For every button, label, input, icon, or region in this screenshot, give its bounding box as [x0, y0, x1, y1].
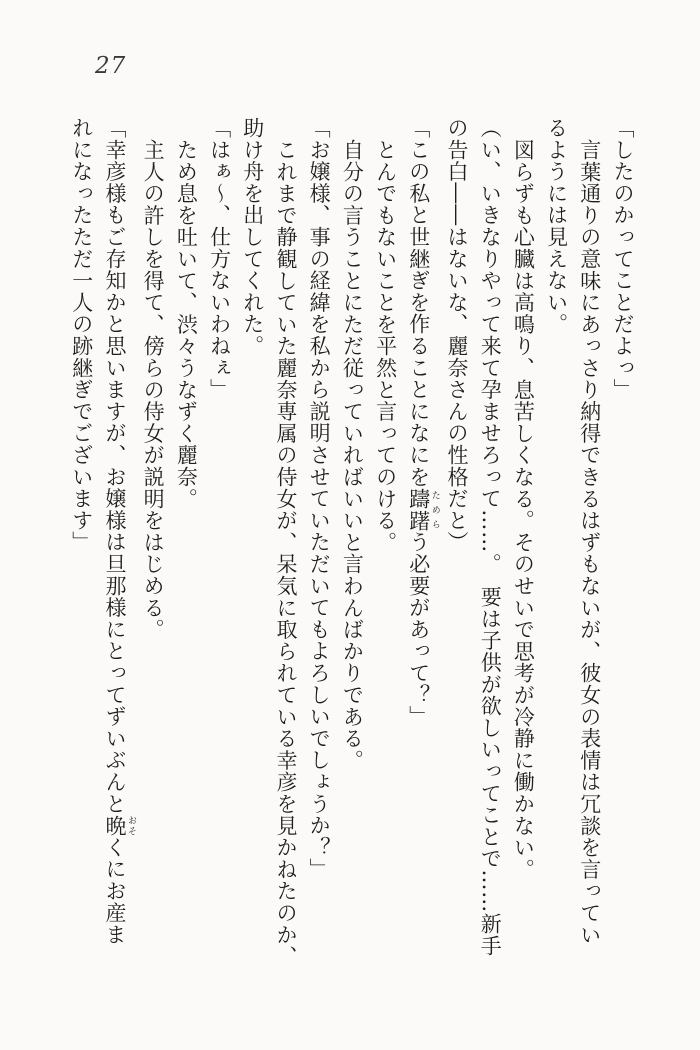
text-line-15: 主人の許しを得て、傍らの侍女が説明をはじめる。 — [141, 138, 166, 641]
text-line-1: 「したのかってことだよっ」 — [611, 117, 635, 401]
furigana-text: おそ — [125, 814, 136, 837]
text-line-8: とんでもないことを平然と言ってのける。 — [373, 138, 398, 553]
text-line-6: の告白――はないな、麗奈さんの性格だと） — [444, 117, 469, 553]
text-block — [67, 117, 639, 975]
text-line-7: 「この私と世継ぎを作ることになにを躊躇 ためらう必要があって？」 — [406, 117, 440, 728]
text-line-9: 自分の言うことにただ従っていればいいと言わんばかりである。 — [340, 138, 365, 771]
text-line-12: 助け舟を出してくれた。 — [240, 117, 265, 357]
furigana-ruby: 晩 おそ — [102, 814, 136, 837]
text-line-3: るようには見えない。 — [544, 117, 569, 335]
text-line-4: 図らずも心臓は高鳴り、息苦しくなる。そのせいで思考が冷静に働かない。 — [511, 138, 536, 880]
text-line-17: れになったただ一人の跡継ぎでございます」 — [69, 117, 94, 553]
text-line-16: 「幸彦様もご存知かと思いますが、お嬢様は旦那様にとってずいぶんと晩 おそくにお産ま — [102, 117, 136, 946]
text-line-14: ため息を吐いて、渋々うなずく麗奈。 — [174, 138, 199, 510]
furigana-ruby: 躊躇 ためら — [406, 487, 440, 532]
text-line-5: （い、いきなりやって来て孕ませろって……。 要は子供が欲しいってことで……新手 — [478, 117, 503, 957]
furigana-text: ためら — [429, 487, 440, 532]
page-number: 27 — [95, 53, 127, 79]
text-line-11: これまで静観していた麗奈専属の侍女が、呆気に取られている幸彦を見かねたのか、 — [273, 138, 298, 968]
text-line-10: 「お嬢様、事の経緯を私から説明させていただいてもよろしいでしょうか？」 — [307, 117, 332, 880]
text-line-2: 言葉通りの意味にあっさり納得できるはずもないが、彼女の表情は冗談を言ってい — [577, 138, 602, 946]
text-line-13: 「はぁ〜、仕方ないわねぇ」 — [207, 117, 232, 401]
